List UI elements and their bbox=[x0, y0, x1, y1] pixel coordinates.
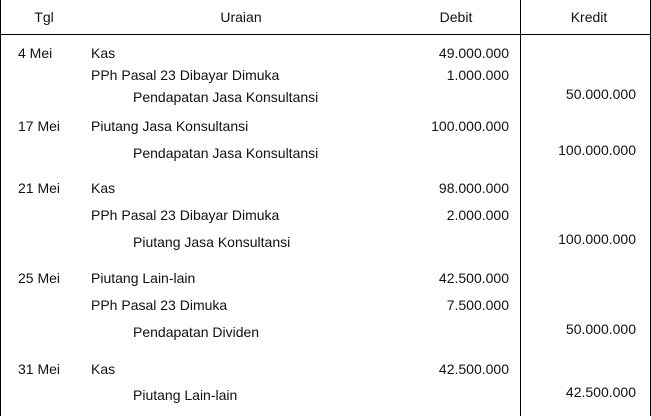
entry-date: 31 Mei bbox=[18, 361, 61, 377]
debit-amount: 98.000.000 bbox=[438, 180, 509, 196]
debit-account: Kas bbox=[91, 361, 116, 377]
debit-amount: 42.500.000 bbox=[438, 270, 509, 286]
debit-amount: 100.000.000 bbox=[431, 118, 509, 134]
debit-amount: 2.000.000 bbox=[446, 207, 509, 223]
debit-account: PPh Pasal 23 Dimuka bbox=[91, 297, 228, 313]
column-divider-debit-credit bbox=[520, 0, 521, 416]
credit-account: Piutang Lain-lain bbox=[133, 387, 238, 403]
credit-amount: 50.000.000 bbox=[565, 86, 636, 102]
border-left bbox=[0, 0, 1, 416]
debit-account: Kas bbox=[91, 180, 116, 196]
header-debit: Debit bbox=[439, 9, 473, 25]
entry-date: 17 Mei bbox=[18, 118, 61, 134]
debit-account: PPh Pasal 23 Dibayar Dimuka bbox=[91, 207, 280, 223]
debit-amount: 7.500.000 bbox=[446, 297, 509, 313]
debit-account: Piutang Jasa Konsultansi bbox=[91, 118, 249, 134]
credit-account: Pendapatan Dividen bbox=[133, 324, 260, 340]
credit-amount: 100.000.000 bbox=[558, 231, 636, 247]
debit-account: PPh Pasal 23 Dibayar Dimuka bbox=[91, 67, 280, 83]
credit-account: Pendapatan Jasa Konsultansi bbox=[133, 145, 319, 161]
credit-amount: 42.500.000 bbox=[565, 384, 636, 400]
debit-amount: 42.500.000 bbox=[438, 361, 509, 377]
entry-date: 4 Mei bbox=[18, 45, 53, 61]
entry-date: 21 Mei bbox=[18, 180, 61, 196]
header-description: Uraian bbox=[220, 9, 262, 25]
credit-amount: 50.000.000 bbox=[565, 321, 636, 337]
debit-amount: 49.000.000 bbox=[438, 45, 509, 61]
header-divider bbox=[0, 34, 651, 35]
credit-account: Piutang Jasa Konsultansi bbox=[133, 234, 291, 250]
debit-account: Piutang Lain-lain bbox=[91, 270, 196, 286]
debit-amount: 1.000.000 bbox=[446, 67, 509, 83]
credit-amount: 100.000.000 bbox=[558, 142, 636, 158]
debit-account: Kas bbox=[91, 45, 116, 61]
credit-account: Pendapatan Jasa Konsultansi bbox=[133, 89, 319, 105]
header-credit: Kredit bbox=[570, 9, 608, 25]
entry-date: 25 Mei bbox=[18, 270, 61, 286]
header-date: Tgl bbox=[34, 9, 54, 25]
